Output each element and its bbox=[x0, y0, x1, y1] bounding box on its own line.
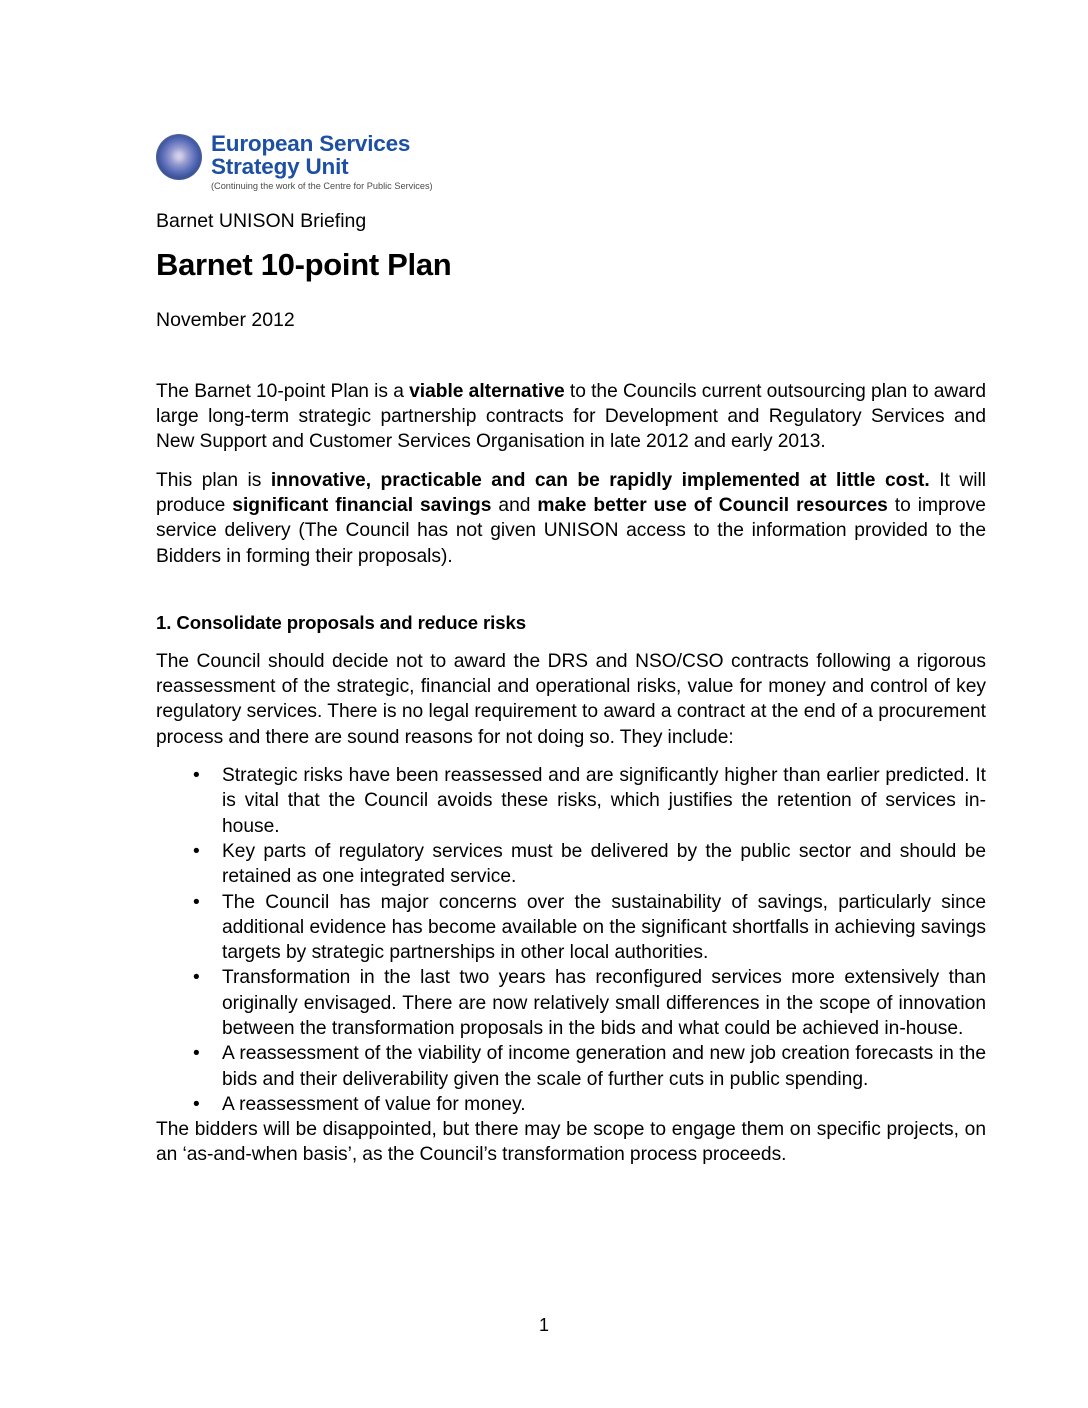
closing-paragraph: The bidders will be disappointed, but there may be scope to engage them on specific projects, on an ‘as-and-when basis’, as the Council’s transformation process proceeds. bbox=[156, 1119, 986, 1166]
list-item bbox=[156, 763, 986, 839]
bullet-marker-icon: • bbox=[193, 840, 200, 862]
bullet-marker-icon: • bbox=[193, 1043, 200, 1065]
intro-p1-part-a: The Barnet 10-point Plan is a bbox=[156, 380, 410, 402]
intro-p2-emphasis-2: significant financial savings bbox=[232, 494, 492, 516]
page-title: Barnet 10-point Plan bbox=[156, 247, 452, 282]
intro-p1-emphasis: viable alternative bbox=[409, 380, 565, 402]
logo-title-line2: Strategy Unit bbox=[211, 154, 349, 179]
document-date: November 2012 bbox=[156, 308, 295, 331]
list-item-text: Strategic risks have been reassessed and are significantly higher than earlier predicted. It is vital that the Council avoids these risks, which justifies the retention of services in-house. bbox=[222, 765, 986, 837]
bullet-marker-icon: • bbox=[193, 765, 200, 787]
bullet-marker-icon: • bbox=[193, 1093, 200, 1115]
list-item-text: Key parts of regulatory services must be delivered by the public sector and should be retained as one integrated service. bbox=[222, 840, 986, 888]
section-lead-paragraph: The Council should decide not to award the DRS and NSO/CSO contracts following a rigorous reassessment of the strategic, financial and operational risks, value for money and control of key regulatory services. There is no legal requirement to award a contract at the end of a procurement process and there are sound reasons for not doing so. They include: bbox=[156, 650, 986, 748]
logo-text-block bbox=[211, 132, 433, 192]
bullet-marker-icon: • bbox=[193, 967, 200, 989]
intro-p1-part-c: to the Councils current outsourcing plan to award large long-term strategic partnership contracts for Development and Regulatory Services and New Support and Customer Services Organisation in late 2012 and early 2013. bbox=[156, 380, 986, 453]
list-item bbox=[156, 1092, 986, 1117]
intro-p2-part-g: to improve service delivery (The Council has not given UNISON access to the information provided to the Bidders in forming their proposals). bbox=[156, 494, 986, 567]
intro-p2-part-e: and bbox=[491, 494, 538, 516]
section-heading-1: 1. Consolidate proposals and reduce risks bbox=[156, 611, 526, 633]
esu-circle-icon bbox=[156, 134, 202, 180]
intro-p2-part-a: This plan is bbox=[156, 469, 271, 491]
logo-tagline: (Continuing the work of the Centre for Public Services) bbox=[211, 181, 433, 191]
list-item bbox=[156, 890, 986, 966]
intro-p2-emphasis-1: innovative, practicable and can be rapidly implemented at little cost. bbox=[270, 469, 930, 491]
list-item bbox=[156, 839, 986, 890]
list-item-text: The Council has major concerns over the sustainability of savings, particularly since additional evidence has become available on the significant shortfalls in achieving savings targets by strategic partnerships in other local authorities. bbox=[222, 891, 986, 964]
intro-paragraph-2 bbox=[156, 468, 986, 569]
list-item bbox=[156, 965, 986, 1041]
logo-row bbox=[156, 132, 986, 192]
document-body bbox=[156, 379, 986, 1168]
bullet-marker-icon: • bbox=[193, 891, 200, 913]
list-item-text: A reassessment of value for money. bbox=[222, 1093, 526, 1115]
reasons-bullet-list bbox=[156, 763, 986, 1117]
logo-title-line1: European Services bbox=[211, 131, 411, 156]
intro-paragraph-1 bbox=[156, 379, 986, 455]
intro-p2-part-c: It will produce bbox=[156, 469, 986, 516]
intro-p2-emphasis-3: make better use of Council resources bbox=[537, 494, 888, 516]
list-item bbox=[156, 1041, 986, 1092]
document-kicker: Barnet UNISON Briefing bbox=[156, 210, 367, 232]
page-content bbox=[156, 132, 986, 1181]
organisation-logo bbox=[156, 132, 986, 204]
list-item-text: A reassessment of the viability of income generation and new job creation forecasts in the bids and their deliverability given the scale of further cuts in public spending. bbox=[222, 1043, 986, 1090]
page-number: 1 bbox=[538, 1315, 549, 1335]
list-item-text: Transformation in the last two years has reconfigured services more extensively than originally envisaged. There are now relatively small differences in the scope of innovation between the transformation proposals in the bids and what could be achieved in-house. bbox=[222, 967, 986, 1039]
